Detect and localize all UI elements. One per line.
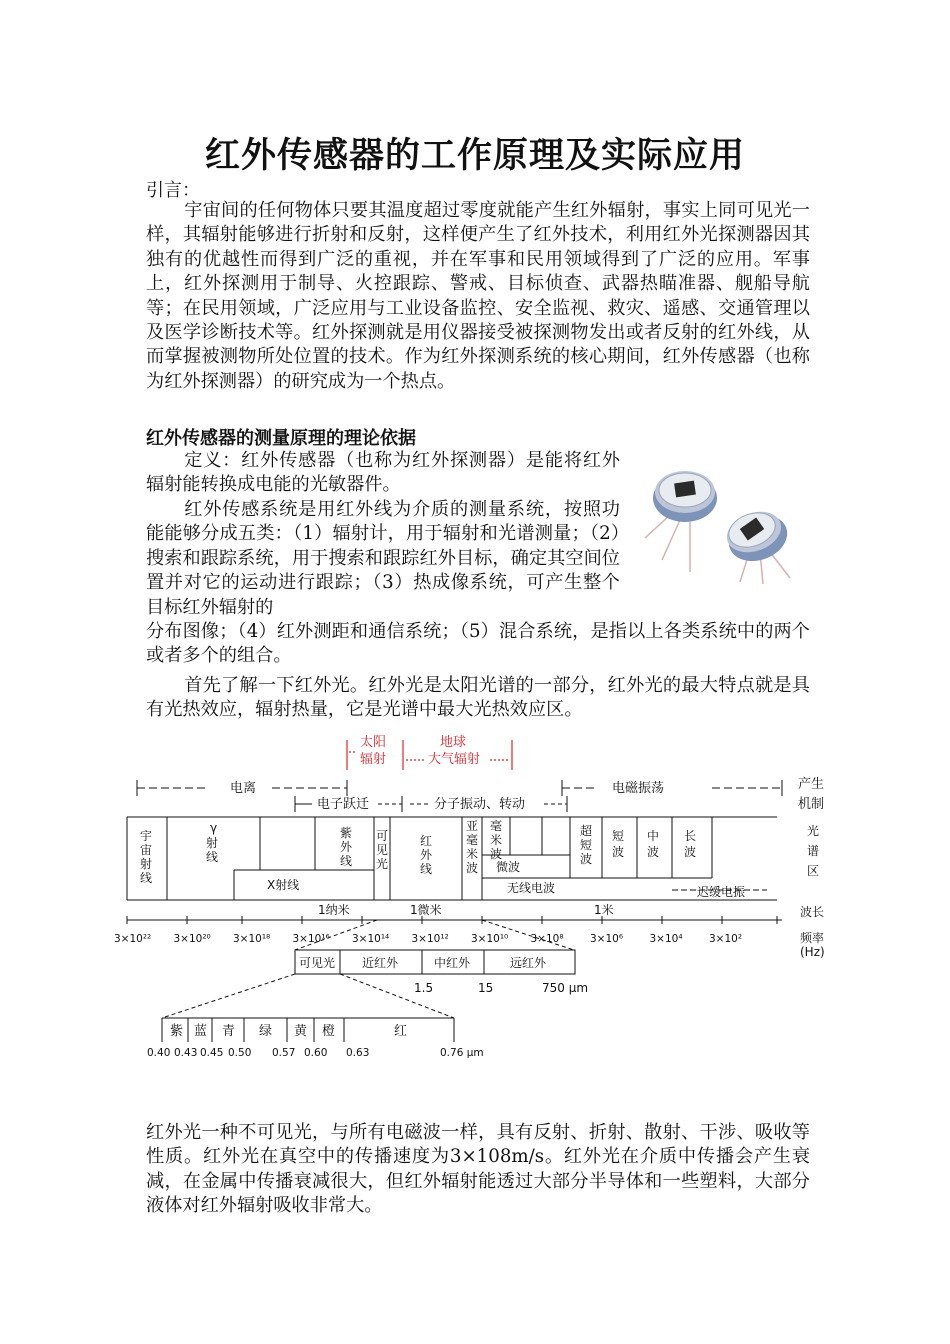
color-tick-1: 0.40	[147, 1047, 171, 1059]
color-tick-4: 0.50	[228, 1047, 252, 1059]
band-uv-3: 线	[340, 854, 353, 868]
intro-label: 引言：	[146, 180, 200, 201]
right-label-frequency-1: 频率	[800, 931, 825, 945]
earth-radiation-label-2: 大气辐射	[428, 752, 481, 767]
frequency-tick: 3×10¹⁶	[292, 933, 330, 945]
frequency-tick: 3×10¹⁴	[352, 933, 390, 945]
band-cosmic-1: 宇	[140, 829, 153, 843]
right-label-spectral-2: 谱	[807, 844, 820, 858]
frequency-tick: 3×10⁸	[530, 933, 564, 945]
frequency-tick: 3×10²	[709, 933, 743, 945]
right-label-wavelength: 波长	[800, 905, 825, 919]
band-ir-1: 红	[420, 834, 433, 848]
sensor-2	[721, 505, 794, 584]
band-visible-2: 见	[376, 843, 389, 857]
infrared-light-paragraph: 首先了解一下红外光。红外光是太阳光谱的一部分，红外光的最大特点就是具有光热效应，辐射热量，它是光谱中最大光热效应区。	[146, 675, 810, 721]
band-mm-1: 毫	[490, 819, 503, 833]
band-submm-1: 亚	[466, 819, 479, 833]
mechanism-molecular: 分子振动、转动	[434, 797, 526, 812]
band-delay: 迟缓电振	[697, 885, 746, 899]
system-paragraph-a: 红外传感系统是用红外线为介质的测量系统，按照功能能够分成五类：（1）辐射计，用于辐射和光谱测量；（2）搜索和跟踪系统，用于搜索和跟踪红外目标，确定其空间位置并对它的运动进行跟踪；（3）热成像系统，可产生整个目标红外辐射的	[146, 499, 620, 618]
band-submm-3: 米	[466, 847, 479, 861]
color-yellow: 黄	[294, 1024, 308, 1039]
color-orange: 橙	[322, 1024, 336, 1039]
band-long-1: 长	[684, 829, 697, 843]
frequency-tick: 3×10¹⁸	[233, 933, 271, 945]
mechanism-em: 电磁振荡	[612, 781, 665, 796]
sensor-photo	[640, 460, 810, 585]
band-ultrashort-1: 超	[580, 824, 593, 838]
color-tick-5: 0.57	[272, 1047, 296, 1059]
color-cyan: 青	[222, 1024, 236, 1039]
band-uv-2: 外	[340, 840, 353, 854]
band-cosmic-4: 线	[140, 871, 153, 885]
sun-radiation-label: 太阳	[360, 735, 387, 750]
spectrum-diagram	[112, 730, 842, 1070]
band-submm-4: 波	[466, 861, 479, 875]
page-title: 红外传感器的工作原理及实际应用	[204, 136, 745, 176]
ir-tick-1: 1.5	[414, 981, 434, 995]
band-microwave: 微波	[496, 860, 521, 874]
frequency-tick: 3×10²⁰	[173, 933, 211, 945]
right-label-mechanism-1: 产生	[798, 777, 825, 792]
right-label-spectral-3: 区	[807, 864, 820, 878]
mechanism-electron: 电子跃迁	[317, 797, 370, 812]
band-mm-2: 米	[490, 833, 503, 847]
band-medium-2: 波	[647, 845, 660, 859]
sensor-1	[645, 471, 717, 572]
frequency-tick: 3×10⁴	[649, 933, 683, 945]
mechanism-ionization: 电离	[230, 781, 257, 796]
band-gamma-1: 射	[206, 836, 219, 850]
color-tick-3: 0.45	[200, 1047, 224, 1059]
ir-subband-mid: 中红外	[434, 956, 471, 970]
frequency-tick: 3×10⁶	[590, 933, 624, 945]
band-mm-3: 波	[490, 847, 503, 861]
band-submm-2: 毫	[466, 833, 479, 847]
color-blue: 蓝	[194, 1024, 208, 1039]
color-tick-6: 0.60	[304, 1047, 328, 1059]
frequency-tick: 3×10²²	[114, 933, 152, 945]
band-ir-2: 外	[420, 848, 433, 862]
band-xray: X射线	[267, 878, 300, 892]
section-heading: 红外传感器的测量原理的理论依据	[146, 428, 416, 449]
frequency-tick: 3×10¹⁰	[471, 933, 509, 945]
band-long-2: 波	[684, 845, 697, 859]
color-tick-2: 0.43	[174, 1047, 198, 1059]
right-label-frequency-2: (Hz)	[800, 945, 825, 959]
color-green: 绿	[259, 1024, 273, 1039]
wavelength-nm: 1纳米	[318, 903, 350, 917]
band-gamma-symbol: γ	[210, 821, 218, 835]
sun-radiation-label-2: 辐射	[360, 752, 387, 767]
band-cosmic-2: 宙	[140, 843, 153, 857]
earth-radiation-label: 地球	[440, 735, 467, 750]
band-ir-3: 线	[420, 862, 433, 876]
band-uv-1: 紫	[340, 826, 353, 840]
band-gamma-2: 线	[206, 850, 219, 864]
band-cosmic-3: 射	[140, 857, 153, 871]
wavelength-um: 1微米	[410, 903, 442, 917]
band-visible-1: 可	[376, 829, 389, 843]
band-radio: 无线电波	[507, 881, 556, 895]
color-tick-7: 0.63	[346, 1047, 370, 1059]
ir-subband-visible: 可见光	[299, 956, 336, 970]
right-label-spectral-1: 光	[807, 824, 820, 838]
intro-paragraph: 宇宙间的任何物体只要其温度超过零度就能产生红外辐射，事实上同可见光一样，其辐射能够进行折射和反射，这样便产生了红外技术，利用红外光探测器因其独有的优越性而得到广泛的重视，并在军事和民用领域得到了广泛的应用。军事上，红外探测用于制导、火控跟踪、警戒、目标侦查、武器热瞄准器、舰船导航等；在民用领域，广泛应用与工业设备监控、安全监视、救灾、遥感、交通管理以及医学诊断技术等。红外探测就是用仪器接受被探测物发出或者反射的红外线，从而掌握被测物所处位置的技术。作为红外探测系统的核心期间，红外传感器（也称为红外探测器）的研究成为一个热点。	[146, 200, 810, 392]
ir-subband-far: 远红外	[510, 956, 547, 970]
band-ultrashort-3: 波	[580, 852, 593, 866]
color-violet: 紫	[170, 1024, 184, 1039]
ir-tick-3: 750 μm	[542, 981, 589, 995]
color-red: 红	[394, 1024, 408, 1039]
final-paragraph: 红外光一种不可见光，与所有电磁波一样，具有反射、折射、散射、干涉、吸收等性质。红外光在真空中的传播速度为3×108m/s。红外光在介质中传播会产生衰减，在金属中传播衰减很大，但红外辐射能透过大部分半导体和一些塑料，大部分液体对红外辐射吸收非常大。	[146, 1122, 810, 1217]
color-tick-8: 0.76 μm	[440, 1047, 484, 1059]
band-visible-3: 光	[376, 857, 389, 871]
ir-subband-near: 近红外	[362, 956, 399, 970]
band-medium-1: 中	[647, 829, 660, 843]
definition-paragraph: 定义：红外传感器（也称为红外探测器）是能将红外辐射能转换成电能的光敏器件。	[146, 450, 620, 496]
frequency-tick: 3×10¹²	[411, 933, 449, 945]
ir-tick-2: 15	[478, 981, 494, 995]
wavelength-m: 1米	[594, 903, 614, 917]
band-short-1: 短	[612, 829, 625, 843]
band-short-2: 波	[612, 845, 625, 859]
system-paragraph-b: 分布图像；（4）红外测距和通信系统；（5）混合系统，是指以上各类系统中的两个或者多个的组合。	[146, 621, 810, 667]
right-label-mechanism-2: 机制	[798, 797, 825, 812]
band-ultrashort-2: 短	[580, 838, 593, 852]
